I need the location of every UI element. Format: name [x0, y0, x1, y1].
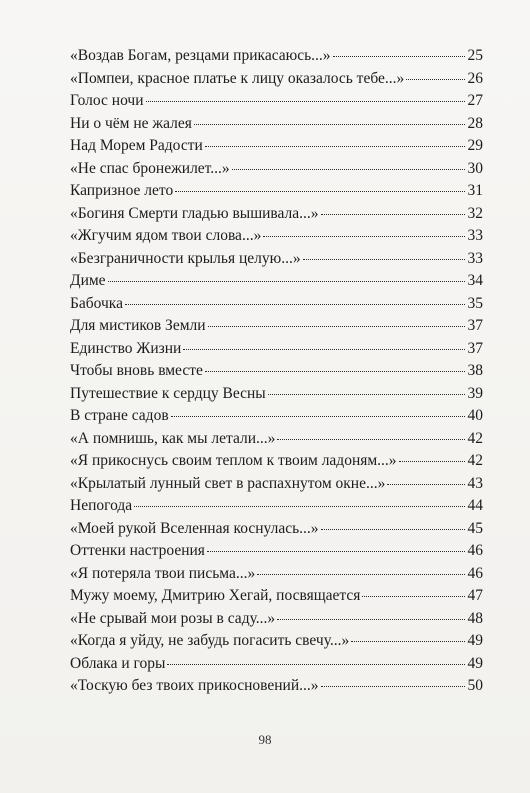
- toc-entry: [70, 473, 483, 496]
- toc-entry-page: 50: [467, 677, 483, 694]
- toc-entry: [70, 180, 483, 203]
- toc-entry: [70, 630, 483, 653]
- toc-entry-page: 42: [467, 452, 483, 469]
- toc-leader-dots: [257, 573, 465, 575]
- toc-entry-title: «Я потеряла твои письма...»: [70, 564, 256, 582]
- toc-entry-page: 26: [467, 69, 483, 87]
- toc-leader-dots: [205, 370, 465, 372]
- toc-entry-page: 30: [467, 159, 483, 177]
- toc-entry: [70, 248, 483, 271]
- toc-entry: [70, 158, 483, 181]
- toc-entry-page: 43: [467, 474, 483, 492]
- toc-entry-title: Голос ночи: [70, 92, 144, 109]
- toc-entry-page: 33: [467, 249, 483, 267]
- toc-leader-dots: [268, 393, 465, 395]
- toc-leader-dots: [171, 415, 465, 417]
- toc-entry-title: «Крылатый лунный свет в распахнутом окне...»: [70, 474, 386, 492]
- toc-entry: [70, 338, 483, 361]
- toc-leader-dots: [399, 460, 465, 462]
- toc-entry-page: 33: [467, 227, 483, 244]
- toc-leader-dots: [167, 663, 465, 665]
- toc-entry-page: 45: [467, 519, 483, 537]
- toc-entry-title: «Моей рукой Вселенная коснулась...»: [70, 519, 319, 537]
- toc-leader-dots: [362, 595, 465, 597]
- toc-entry-title: «Безграничности крылья целую...»: [70, 249, 301, 267]
- toc-entry: [70, 90, 483, 113]
- toc-entry: [70, 383, 483, 406]
- toc-entry-page: 48: [467, 609, 483, 627]
- toc-leader-dots: [333, 55, 465, 57]
- toc-entry-page: 37: [467, 339, 483, 357]
- toc-entry-page: 39: [467, 384, 483, 402]
- table-of-contents: [70, 45, 483, 698]
- toc-entry-title: Облака и горы: [70, 654, 166, 672]
- toc-entry-page: 25: [467, 47, 483, 64]
- toc-entry: [70, 135, 483, 158]
- toc-leader-dots: [406, 78, 465, 80]
- toc-entry-page: 38: [467, 362, 483, 379]
- toc-entry: [70, 315, 483, 338]
- toc-leader-dots: [277, 438, 465, 440]
- toc-entry-title: Над Морем Радости: [70, 137, 203, 154]
- toc-entry: [70, 653, 483, 676]
- toc-entry: [70, 45, 483, 68]
- toc-entry: [70, 405, 483, 428]
- toc-entry: [70, 203, 483, 226]
- toc-entry-page: 35: [467, 294, 483, 312]
- toc-leader-dots: [232, 168, 465, 170]
- toc-leader-dots: [175, 190, 465, 192]
- toc-entry-page: 42: [467, 429, 483, 447]
- toc-entry: [70, 270, 483, 293]
- toc-leader-dots: [194, 123, 465, 125]
- toc-leader-dots: [125, 303, 465, 305]
- toc-leader-dots: [321, 685, 466, 687]
- toc-entry-page: 31: [467, 182, 483, 199]
- toc-entry: [70, 608, 483, 631]
- toc-leader-dots: [208, 325, 465, 327]
- toc-entry-title: «Жгучим ядом твои слова...»: [70, 227, 262, 244]
- toc-entry-title: «Богиня Смерти гладью вышивала...»: [70, 204, 319, 222]
- toc-entry: [70, 360, 483, 383]
- toc-entry: [70, 450, 483, 473]
- toc-entry-page: 46: [467, 564, 483, 582]
- toc-entry: [70, 293, 483, 316]
- toc-entry: [70, 113, 483, 136]
- toc-entry-page: 49: [467, 632, 483, 649]
- toc-entry-page: 28: [467, 114, 483, 132]
- toc-leader-dots: [146, 100, 465, 102]
- toc-entry: [70, 68, 483, 91]
- toc-entry-page: 29: [467, 137, 483, 154]
- toc-entry: [70, 675, 483, 698]
- toc-leader-dots: [277, 618, 465, 620]
- toc-leader-dots: [351, 640, 465, 642]
- toc-entry-title: Ни о чём не жалея: [70, 114, 192, 132]
- toc-entry-title: В стране садов: [70, 407, 169, 424]
- page-number: 98: [258, 732, 272, 747]
- toc-entry-title: Оттенки настроения: [70, 542, 205, 559]
- toc-leader-dots: [183, 348, 465, 350]
- toc-leader-dots: [263, 235, 465, 237]
- toc-entry-title: «Помпеи, красное платье к лицу оказалось тебе...»: [70, 69, 405, 87]
- toc-entry-title: Путешествие к сердцу Весны: [70, 384, 266, 402]
- toc-entry: [70, 225, 483, 248]
- toc-entry-title: Единство Жизни: [70, 339, 182, 357]
- toc-entry-title: Чтобы вновь вместе: [70, 362, 203, 379]
- toc-entry-page: 37: [467, 317, 483, 334]
- toc-entry-title: «Когда я уйду, не забудь погасить свечу...»: [70, 632, 350, 649]
- toc-entry-page: 46: [467, 542, 483, 559]
- toc-leader-dots: [303, 258, 465, 260]
- toc-entry-page: 27: [467, 92, 483, 109]
- toc-entry-title: «Тоскую без твоих прикосновений...»: [70, 677, 319, 694]
- toc-entry-page: 49: [467, 654, 483, 672]
- toc-leader-dots: [205, 145, 465, 147]
- toc-entry-title: Непогода: [70, 497, 133, 514]
- toc-leader-dots: [321, 213, 465, 215]
- toc-entry-title: «А помнишь, как мы летали...»: [70, 429, 276, 447]
- toc-entry-title: Капризное лето: [70, 182, 174, 199]
- toc-entry-page: 34: [467, 272, 483, 289]
- toc-entry: [70, 428, 483, 451]
- toc-entry: [70, 563, 483, 586]
- toc-leader-dots: [207, 550, 465, 552]
- toc-entry-page: 40: [467, 407, 483, 424]
- toc-leader-dots: [134, 505, 465, 507]
- toc-entry-page: 47: [467, 587, 483, 604]
- toc-entry-page: 44: [467, 497, 483, 514]
- toc-entry: [70, 495, 483, 518]
- toc-entry: [70, 540, 483, 563]
- toc-entry-title: Бабочка: [70, 294, 123, 312]
- toc-leader-dots: [108, 280, 465, 282]
- toc-leader-dots: [321, 528, 465, 530]
- toc-entry: [70, 518, 483, 541]
- toc-entry-title: «Не срывай мои розы в саду...»: [70, 609, 276, 627]
- toc-entry-title: Для мистиков Земли: [70, 317, 206, 334]
- toc-leader-dots: [387, 483, 465, 485]
- toc-entry-title: Диме: [70, 272, 106, 289]
- toc-entry: [70, 585, 483, 608]
- toc-entry-title: «Не спас бронежилет...»: [70, 159, 230, 177]
- toc-entry-title: «Воздав Богам, резцами прикасаюсь...»: [70, 47, 331, 64]
- toc-entry-page: 32: [467, 204, 483, 222]
- toc-entry-title: «Я прикоснусь своим теплом к твоим ладоням...»: [70, 452, 397, 469]
- toc-entry-title: Мужу моему, Дмитрию Хегай, посвящается: [70, 587, 361, 604]
